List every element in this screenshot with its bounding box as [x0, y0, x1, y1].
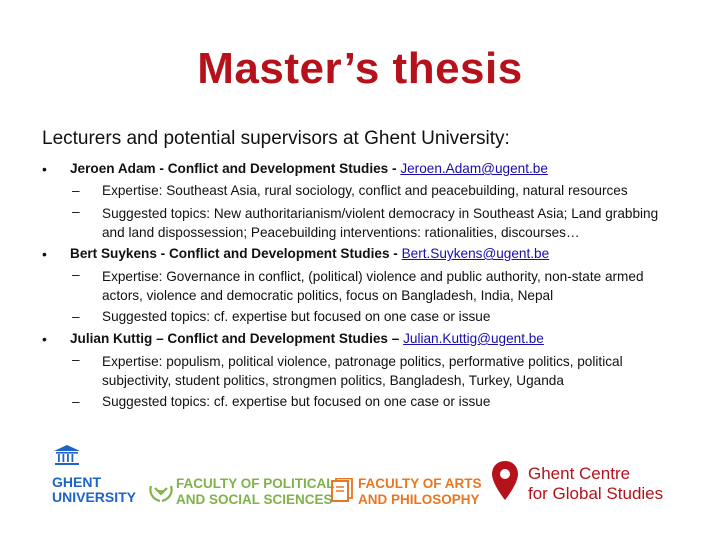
dash-icon: –	[72, 309, 80, 324]
topics-line	[42, 306, 682, 328]
lecturer-item	[42, 158, 682, 180]
handshake-icon	[148, 480, 174, 504]
expertise-line	[42, 350, 682, 391]
lecturer-name: Jeroen Adam - Conflict and Development Studies -	[70, 161, 401, 176]
lecturer-list	[42, 158, 682, 413]
intro-text: Lecturers and potential supervisors at Ghent University:	[42, 128, 510, 149]
expertise-text: Expertise: Governance in conflict, (political) violence and public authority, non-state armed actors, violence and democratic politics, focus on Bangladesh, India, Nepal	[102, 269, 644, 303]
dash-icon: –	[72, 267, 80, 282]
ghent-university-logo	[52, 444, 137, 505]
dash-icon: –	[72, 394, 80, 409]
expertise-text: Expertise: Southeast Asia, rural sociology, conflict and peacebuilding, natural resources	[102, 183, 628, 198]
lecturer-email-link[interactable]: Julian.Kuttig@ugent.be	[403, 331, 544, 346]
logo-line: FACULTY OF POLITICAL	[176, 476, 335, 491]
topics-line	[42, 391, 682, 413]
topics-text: Suggested topics: cf. expertise but focused on one case or issue	[102, 394, 491, 409]
lecturer-email-link[interactable]: Bert.Suykens@ugent.be	[401, 246, 550, 261]
bullet-icon: •	[42, 331, 47, 347]
dash-icon: –	[72, 183, 80, 198]
university-building-icon	[52, 444, 82, 466]
expertise-text: Expertise: populism, political violence, patronage politics, performative politics, political subjectivity, student politics, strongmen politics, Bangladesh, Turkey, Uganda	[102, 354, 623, 388]
topics-text: Suggested topics: New authoritarianism/violent democracy in Southeast Asia; Land grabbing and land dispossession; Peacebuilding interventions: rationalities, discourses…	[102, 206, 659, 240]
logo-strip	[0, 430, 720, 510]
dash-icon: –	[72, 204, 80, 219]
logo-line: Ghent Centre	[528, 464, 631, 483]
map-pin-icon	[490, 460, 520, 502]
bullet-icon: •	[42, 246, 47, 262]
logo-line: AND SOCIAL SCIENCES	[176, 492, 333, 507]
logo-line: FACULTY OF ARTS	[358, 476, 482, 491]
expertise-line	[42, 180, 682, 202]
logo-line: GHENT	[52, 474, 101, 490]
logo-line: for Global Studies	[528, 484, 664, 503]
topics-text: Suggested topics: cf. expertise but focused on one case or issue	[102, 309, 491, 324]
lecturer-item	[42, 243, 682, 265]
lecturer-item	[42, 328, 682, 350]
logo-line: UNIVERSITY	[52, 489, 137, 505]
expertise-line	[42, 265, 682, 306]
lecturer-name: Bert Suykens - Conflict and Development Studies -	[70, 246, 402, 261]
topics-line	[42, 202, 682, 243]
bullet-icon: •	[42, 161, 47, 177]
dash-icon: –	[72, 352, 80, 367]
book-icon	[330, 478, 354, 504]
lecturer-name: Julian Kuttig – Conflict and Development Studies –	[70, 331, 404, 346]
lecturer-email-link[interactable]: Jeroen.Adam@ugent.be	[400, 161, 548, 176]
slide-title: Master’s thesis	[197, 44, 523, 93]
logo-line: AND PHILOSOPHY	[358, 492, 480, 507]
